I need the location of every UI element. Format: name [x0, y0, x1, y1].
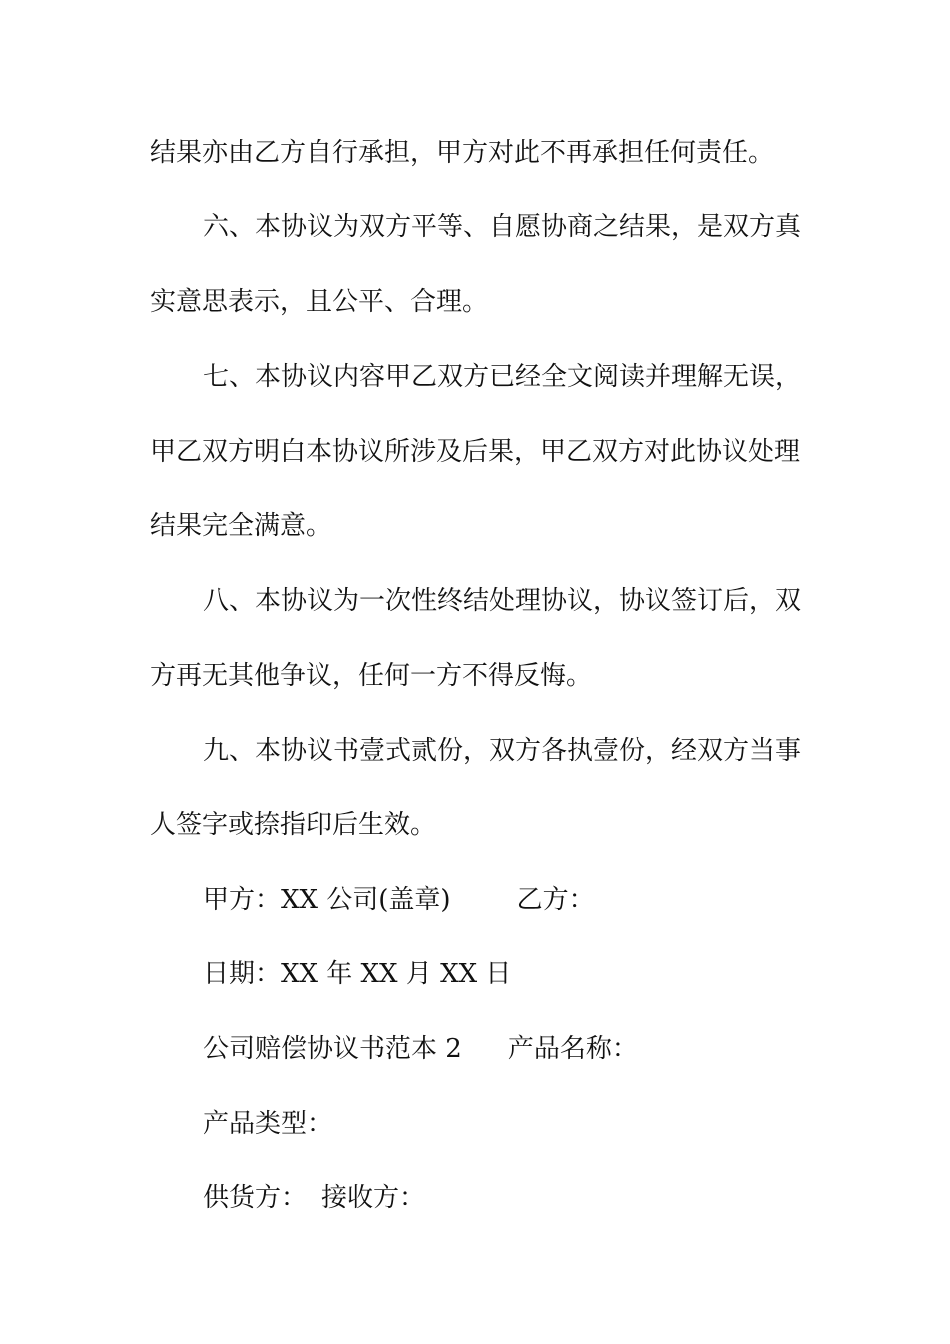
clause-9-line-1: 九、本协议书壹式贰份，双方各执壹份，经双方当事 — [203, 736, 802, 766]
signature-line — [203, 885, 595, 915]
clause-8-line-2: 方再无其他争议，任何一方不得反悔。 — [150, 661, 593, 691]
clause-7-line-2: 甲乙双方明白本协议所涉及后果，甲乙双方对此协议处理 — [150, 437, 801, 467]
clause-8-line-1: 八、本协议为一次性终结处理协议，协议签订后，双 — [203, 586, 802, 616]
clause-9-line-2: 人签字或捺指印后生效。 — [150, 810, 437, 840]
party-a-label: 甲方：XX 公司(盖章) — [203, 885, 451, 915]
sample-2-title: 公司赔偿协议书范本 2 — [203, 1034, 462, 1064]
supplier-receiver-line — [203, 1183, 425, 1213]
paragraph-5-continuation: 结果亦由乙方自行承担，甲方对此不再承担任何责任。 — [150, 138, 775, 168]
clause-7-line-1: 七、本协议内容甲乙双方已经全文阅读并理解无误， — [203, 362, 802, 392]
receiver-label: 接收方： — [321, 1183, 426, 1213]
clause-7-line-3: 结果完全满意。 — [150, 511, 333, 541]
product-type-line: 产品类型： — [203, 1109, 334, 1139]
party-b-label: 乙方： — [516, 885, 595, 915]
clause-6-line-1: 六、本协议为双方平等、自愿协商之结果，是双方真 — [203, 212, 802, 242]
supplier-label: 供货方： — [203, 1183, 308, 1213]
date-line: 日期：XX 年 XX 月 XX 日 — [203, 959, 512, 989]
product-name-label: 产品名称： — [507, 1034, 638, 1064]
sample-2-heading-line — [203, 1034, 638, 1064]
clause-6-line-2: 实意思表示，且公平、合理。 — [150, 287, 489, 317]
